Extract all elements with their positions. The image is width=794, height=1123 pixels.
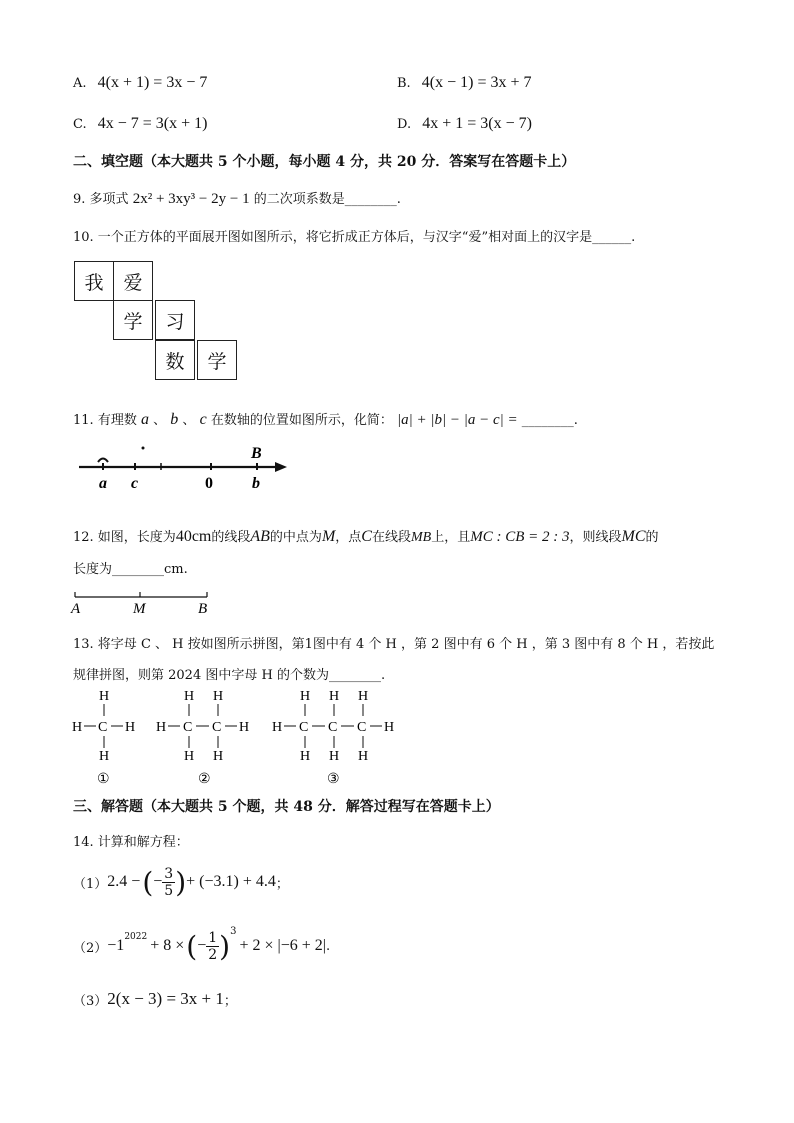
q11-var-c: c (199, 411, 207, 428)
q14-p3-end: ； (223, 993, 237, 1009)
segment-label-m: M (133, 601, 146, 616)
q12-text-c: 的中点为 (269, 530, 322, 545)
q12-M: M (321, 528, 336, 545)
q14-p2-exponent: 2022 (124, 932, 148, 942)
q9-pre: 多项式 (89, 192, 129, 207)
net-cell-1: 我 (74, 261, 114, 301)
net-cell-3: 学 (113, 300, 153, 340)
ch-structures-figure (70, 685, 410, 790)
option-a (73, 72, 207, 92)
s2-c-1: C (183, 720, 193, 735)
q11-var-b: b (170, 411, 179, 428)
label-c: c (131, 475, 139, 492)
s3-h-right: H (384, 720, 395, 735)
structure-2 (156, 689, 249, 787)
q14-p3-label: （3） (73, 993, 108, 1009)
question-12-line-2: 长度为________cm. (73, 562, 188, 577)
s2-h-top-1: H (184, 689, 195, 704)
q14-part-1 (73, 862, 289, 902)
q14-p2-numerator: 1 (208, 929, 218, 946)
question-9 (73, 188, 401, 208)
q14-p2-paren-open: ( (186, 929, 198, 963)
s2-c-2: C (212, 720, 222, 735)
s1-h-right: H (125, 720, 136, 735)
section-3-heading: 三、解答题（本大题共 5 个题，共 48 分．解答过程写在答题卡上） (73, 799, 500, 815)
number-line (75, 442, 290, 492)
q12-text-d: ，点 (335, 530, 362, 545)
s2-h-bottom-1: H (184, 749, 195, 764)
q11-text1: 有理数 (97, 413, 137, 428)
question-13-line-1: 13. 将字母 C 、 H 按如图所示拼图，第1图中有 4 个 H ，第 2 图中有 6 个 H ，第 3 图中有 8 个 H ，若按此 (73, 637, 715, 652)
q12-MB: MB (410, 530, 432, 545)
s2-label: ② (198, 772, 211, 787)
s3-label: ③ (327, 772, 340, 787)
point-a-mark (98, 459, 108, 463)
s3-c-3: C (357, 720, 367, 735)
q12-length: 40cm (175, 528, 212, 545)
q14-p2-label: （2） (73, 940, 108, 956)
structure-1 (72, 689, 135, 787)
s1-label: ① (97, 772, 110, 787)
s3-h-bottom-2: H (329, 749, 340, 764)
s3-h-top-3: H (358, 689, 369, 704)
section-2-heading: 二、填空题（本大题共 5 个小题，每小题 4 分，共 20 分．答案写在答题卡上） (73, 154, 576, 170)
q14-p2-expr-b: + 8 × (150, 937, 185, 954)
q11-text2: 在数轴的位置如图所示，化简： (210, 413, 393, 428)
question-14-intro: 14. 计算和解方程： (73, 835, 189, 850)
question-13-line-2: 规律拼图，则第 2024 图中字母 H 的个数为________. (73, 668, 386, 683)
q14-p1-paren-open: ( (142, 865, 154, 899)
s3-c-1: C (299, 720, 309, 735)
q11-blank: ________. (521, 413, 578, 428)
q14-p1-numerator: 3 (164, 865, 174, 882)
q12-text-e: 在线段 (371, 530, 411, 545)
q14-p2-expr-c: + 2 × |−6 + 2| (239, 937, 326, 954)
s2-h-top-2: H (213, 689, 224, 704)
q12-text-h: 的 (645, 530, 659, 545)
option-a-label: A. (73, 76, 87, 91)
s2-h-left: H (156, 720, 167, 735)
net-cell-4: 习 (155, 300, 195, 340)
q14-p1-expr-a: 2.4 − (107, 873, 141, 890)
q9-expr: 2x² + 3xy³ − 2y − 1 (132, 191, 250, 207)
structure-3 (272, 689, 394, 787)
q14-p2-cube: 3 (230, 926, 237, 937)
s3-h-bottom-1: H (300, 749, 311, 764)
q14-part-2 (73, 924, 330, 968)
q11-sep-1: 、 (153, 413, 167, 428)
q14-p1-label: （1） (73, 876, 108, 892)
option-d-expr: 4x + 1 = 3(x − 7) (422, 115, 532, 132)
segment-figure (70, 588, 220, 616)
q11-var-a: a (140, 411, 149, 428)
option-c (73, 113, 207, 133)
question-11 (73, 409, 578, 429)
s3-c-2: C (328, 720, 338, 735)
s3-h-top-2: H (329, 689, 340, 704)
segment-label-a: A (71, 601, 81, 616)
option-a-expr: 4(x + 1) = 3x − 7 (97, 74, 208, 91)
q11-sep-2: 、 (182, 413, 196, 428)
stray-dot (142, 447, 145, 450)
net-cell-5: 数 (155, 340, 195, 380)
option-d (397, 113, 532, 133)
label-b: b (252, 475, 260, 492)
s2-h-right: H (239, 720, 250, 735)
question-10: 10. 一个正方体的平面展开图如图所示，将它折成正方体后，与汉字“爱”相对面上的汉字是______. (73, 230, 636, 245)
q14-p2-end: . (325, 938, 331, 954)
q14-p2-minus: − (197, 937, 207, 954)
q11-expr: |a| + |b| − |a − c| = (396, 412, 518, 428)
option-d-label: D. (397, 117, 412, 132)
q12-text-g: ，则线段 (569, 530, 622, 545)
net-cell-2: 爱 (113, 261, 153, 301)
s3-h-left: H (272, 720, 283, 735)
q14-p2-base: −1 (107, 937, 125, 954)
s2-h-bottom-2: H (213, 749, 224, 764)
q12-C: C (361, 528, 372, 545)
q14-p1-paren-close: ) (175, 865, 187, 899)
s1-h-top: H (99, 689, 110, 704)
q14-p2-paren-close: ) (219, 929, 231, 963)
q14-p1-fraction (162, 867, 175, 898)
option-b-expr: 4(x − 1) = 3x + 7 (421, 74, 532, 91)
s1-c: C (98, 720, 108, 735)
q9-post: 的二次项系数是________. (253, 192, 401, 207)
label-B: B (251, 445, 262, 462)
segment-label-b: B (198, 601, 208, 616)
question-12-line-1 (73, 526, 659, 546)
q14-part-3 (73, 985, 237, 1013)
axis-arrow (275, 462, 287, 472)
q14-p1-denominator: 5 (164, 882, 174, 899)
option-b (397, 72, 532, 92)
s3-h-bottom-3: H (358, 749, 369, 764)
q12-ratio: MC : CB = 2 : 3 (470, 529, 570, 545)
label-0: 0 (205, 475, 213, 492)
q14-p1-minus: − (153, 873, 163, 890)
label-a: a (99, 475, 107, 492)
option-c-label: C. (73, 117, 87, 132)
q14-p1-end: ； (275, 876, 289, 892)
q12-text-f: 上，且 (431, 530, 471, 545)
q14-p3-expr: 2(x − 3) = 3x + 1 (107, 989, 224, 1008)
s3-h-top-1: H (300, 689, 311, 704)
s1-h-bottom: H (99, 749, 110, 764)
q12-text-b: 的线段 (211, 530, 251, 545)
q12-text-a: 12. 如图，长度为 (73, 530, 176, 545)
q11-number: 11. (73, 413, 94, 428)
s1-h-left: H (72, 720, 83, 735)
q14-p2-fraction (206, 931, 219, 962)
q14-p1-expr-b: + (−3.1) + 4.4 (186, 873, 276, 890)
q12-AB: AB (250, 528, 270, 545)
q9-number: 9. (73, 192, 86, 207)
option-c-expr: 4x − 7 = 3(x + 1) (97, 115, 208, 132)
net-cell-6: 学 (197, 340, 237, 380)
q12-MC: MC (621, 528, 646, 545)
q14-p2-denominator: 2 (208, 946, 218, 963)
option-b-label: B. (397, 76, 411, 91)
